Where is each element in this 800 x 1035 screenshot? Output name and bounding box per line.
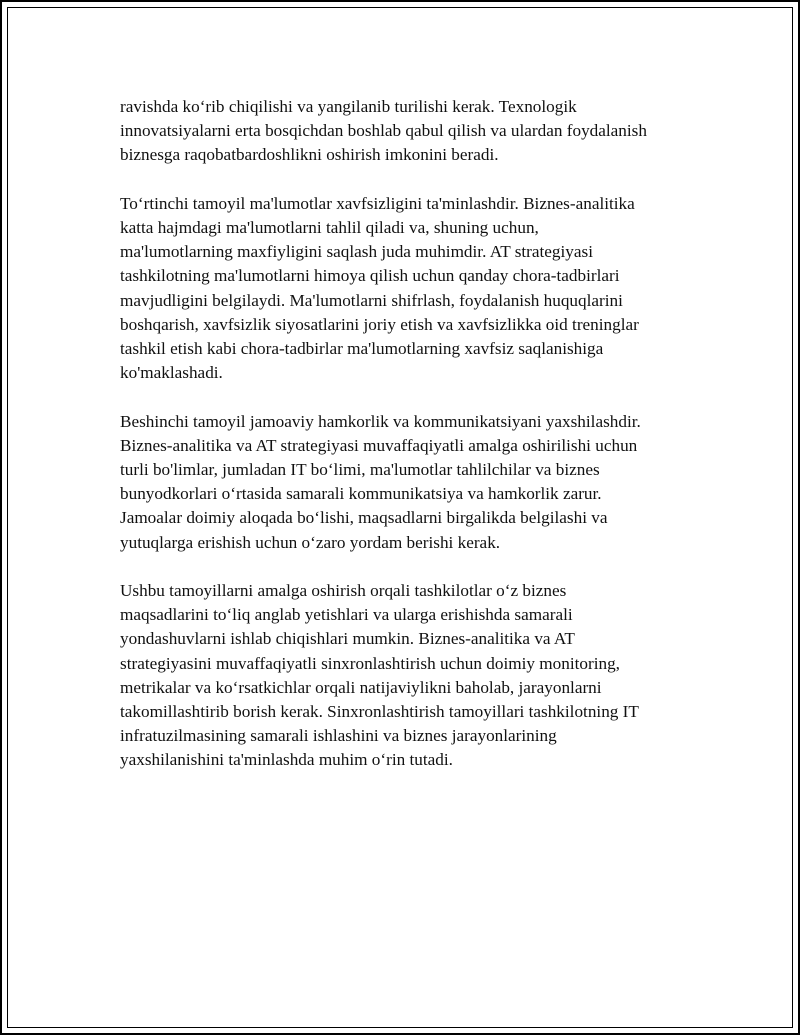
text-line: biznesga raqobatbardoshlikni oshirish imkonini beradi. — [120, 145, 499, 165]
text-line: Ushbu tamoyillarni amalga oshirish orqali tashkilotlar oʻz biznes — [120, 581, 567, 601]
text-line: Toʻrtinchi tamoyil ma'lumotlar xavfsizligini ta'minlashdir. Biznes-analitika — [120, 193, 635, 213]
text-line: Jamoalar doimiy aloqada boʻlishi, maqsadlarni birgalikda belgilashi va — [120, 508, 608, 528]
text-line: ravishda koʻrib chiqilishi va yangilanib turilishi kerak. Texnologik — [120, 97, 577, 116]
text-line: infratuzilmasining samarali ishlashini va biznes jarayonlarining — [120, 726, 557, 746]
text-line: yaxshilanishini ta'minlashda muhim oʻrin tutadi. — [120, 750, 453, 770]
paragraph-1 — [120, 95, 700, 168]
text-line: mavjudligini belgilaydi. Ma'lumotlarni shifrlash, foydalanish huquqlarini — [120, 290, 623, 310]
text-line: boshqarish, xavfsizlik siyosatlarini joriy etish va xavfsizlikka oid treninglar — [120, 314, 639, 334]
text-line: innovatsiyalarni erta bosqichdan boshlab qabul qilish va ulardan foydalanish — [120, 121, 647, 141]
text-line: metrikalar va koʻrsatkichlar orqali natijaviylikni baholab, jarayonlarni — [120, 677, 602, 697]
text-line: Biznes-analitika va AT strategiyasi muvaffaqiyatli amalga oshirilishi uchun — [120, 435, 638, 455]
text-line: ko'maklashadi. — [120, 363, 223, 383]
text-line: turli bo'limlar, jumladan IT boʻlimi, ma'lumotlar tahlilchilar va biznes — [120, 460, 600, 480]
document-body — [120, 95, 700, 797]
text-line: bunyodkorlari oʻrtasida samarali kommunikatsiya va hamkorlik zarur. — [120, 484, 602, 504]
text-line: strategiyasini muvaffaqiyatli sinxronlashtirish uchun doimiy monitoring, — [120, 653, 620, 673]
text-line: katta hajmdagi ma'lumotlarni tahlil qiladi va, shuning uchun, — [120, 218, 539, 237]
text-line: ma'lumotlarning maxfiyligini saqlash juda muhimdir. AT strategiyasi — [120, 242, 593, 262]
text-line: yutuqlarga erishish uchun oʻzaro yordam berishi kerak. — [120, 532, 501, 552]
paragraph-2 — [120, 192, 700, 386]
text-line: Beshinchi tamoyil jamoaviy hamkorlik va kommunikatsiyani yaxshilashdir. — [120, 411, 641, 431]
text-line: tashkil etish kabi chora-tadbirlar ma'lumotlarning xavfsiz saqlanishiga — [120, 339, 604, 359]
text-line: takomillashtirib borish kerak. Sinxronlashtirish tamoyillari tashkilotning IT — [120, 702, 639, 722]
paragraph-4 — [120, 579, 700, 773]
paragraph-3 — [120, 410, 700, 555]
text-line: maqsadlarini toʻliq anglab yetishlari va ularga erishishda samarali — [120, 605, 573, 625]
text-line: yondashuvlarni ishlab chiqishlari mumkin. Biznes-analitika va AT — [120, 629, 575, 649]
text-line: tashkilotning ma'lumotlarni himoya qilish uchun qanday chora-tadbirlari — [120, 266, 620, 286]
